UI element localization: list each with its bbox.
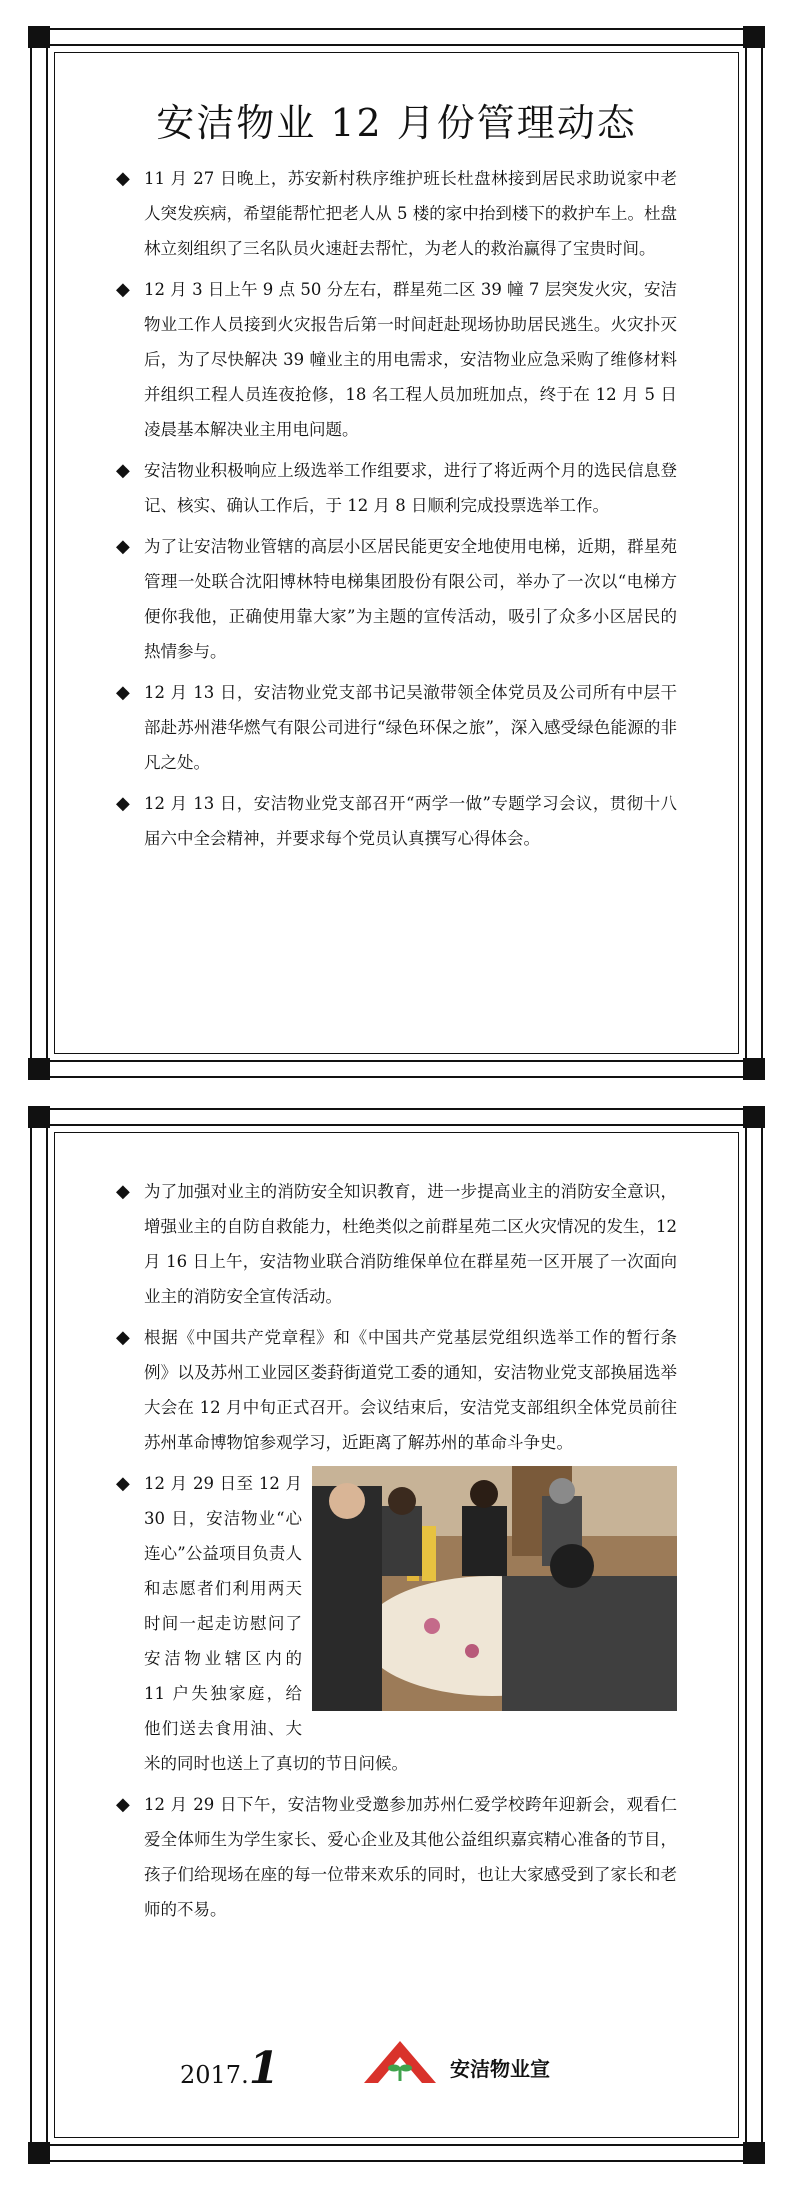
corner-ornament	[743, 26, 765, 48]
news-item: ◆ 12 月 13 日，安洁物业党支部召开“两学一做”专题学习会议，贯彻十八届六中全会精神，并要求每个党员认真撰写心得体会。	[116, 786, 677, 856]
diamond-bullet-icon: ◆	[116, 536, 130, 557]
corner-ornament	[743, 2142, 765, 2164]
corner-ornament	[28, 1106, 50, 1128]
page-title: 安洁物业 12 月份管理动态	[156, 101, 637, 145]
diamond-bullet-icon: ◆	[116, 1327, 130, 1348]
news-item: ◆ 11 月 27 日晚上，苏安新村秩序维护班长杜盘林接到居民求助说家中老人突发疾病，希望能帮忙把老人从 5 楼的家中抬到楼下的救护车上。杜盘林立刻组织了三名队员火速赶去帮忙，为老人的救治赢得了宝贵时间。	[116, 161, 677, 266]
newsletter-panel-2	[30, 1108, 763, 2162]
issue-date: 2017.1	[180, 2043, 280, 2094]
news-item: ◆ 12 月 13 日，安洁物业党支部书记吴澈带领全体党员及公司所有中层干部赴苏州港华燃气有限公司进行“绿色环保之旅”，深入感受绿色能源的非凡之处。	[116, 675, 677, 780]
company-name: 安洁物业宣	[450, 2057, 550, 2081]
newsletter-panel-1	[30, 28, 763, 1078]
corner-ornament	[28, 1058, 50, 1080]
diamond-bullet-icon: ◆	[116, 793, 130, 814]
news-item: ◆ 12 月 29 日至 12 月 30 日，安洁物业“心连心”公益项目负责人和志愿者们利用两天时间一起走访慰问了安洁物业辖区内的 11 户失独家庭，给他们送去食用油、大米的同时也送上了真切的节日问候。	[116, 1466, 677, 1781]
corner-ornament	[743, 1106, 765, 1128]
panel-2-content	[116, 1174, 677, 1933]
news-item: ◆ 为了加强对业主的消防安全知识教育，进一步提高业主的消防安全意识，增强业主的自防自救能力，杜绝类似之前群星苑二区火灾情况的发生，12 月 16 日上午，安洁物业联合消防维保单位在群星苑一区开展了一次面向业主的消防安全宣传活动。	[116, 1174, 677, 1314]
corner-ornament	[743, 1058, 765, 1080]
corner-ornament	[28, 2142, 50, 2164]
footer	[30, 2033, 763, 2093]
diamond-bullet-icon: ◆	[116, 1473, 130, 1494]
diamond-bullet-icon: ◆	[116, 460, 130, 481]
diamond-bullet-icon: ◆	[116, 279, 130, 300]
company-logo-icon	[360, 2037, 440, 2089]
news-item: ◆ 根据《中国共产党章程》和《中国共产党基层党组织选举工作的暂行条例》以及苏州工业园区娄葑街道党工委的通知，安洁物业党支部换届选举大会在 12 月中旬正式召开。会议结束后，安洁党支部组织全体党员前往苏州革命博物馆参观学习，近距离了解苏州的革命斗争史。	[116, 1320, 677, 1460]
visit-photo	[312, 1466, 677, 1711]
diamond-bullet-icon: ◆	[116, 1181, 130, 1202]
news-item: ◆ 12 月 29 日下午，安洁物业受邀参加苏州仁爱学校跨年迎新会，观看仁爱全体师生为学生家长、爱心企业及其他公益组织嘉宾精心准备的节目，孩子们给现场在座的每一位带来欢乐的同时，也让大家感受到了家长和老师的不易。	[116, 1787, 677, 1927]
diamond-bullet-icon: ◆	[116, 682, 130, 703]
news-item: ◆ 安洁物业积极响应上级选举工作组要求，进行了将近两个月的选民信息登记、核实、确认工作后，于 12 月 8 日顺利完成投票选举工作。	[116, 453, 677, 523]
diamond-bullet-icon: ◆	[116, 168, 130, 189]
news-item: ◆ 12 月 3 日上午 9 点 50 分左右，群星苑二区 39 幢 7 层突发火灾，安洁物业工作人员接到火灾报告后第一时间赶赴现场协助居民逃生。火灾扑灭后，为了尽快解决 39 幢业主的用电需求，安洁物业应急采购了维修材料并组织工程人员连夜抢修，18 名工程人员加班加点，终于在 12 月 5 日凌晨基本解决业主用电问题。	[116, 272, 677, 447]
panel-1-content	[116, 92, 677, 862]
diamond-bullet-icon: ◆	[116, 1794, 130, 1815]
news-item: ◆ 为了让安洁物业管辖的高层小区居民能更安全地使用电梯，近期，群星苑管理一处联合沈阳博林特电梯集团股份有限公司，举办了一次以“电梯方便你我他，正确使用靠大家”为主题的宣传活动，吸引了众多小区居民的热情参与。	[116, 529, 677, 669]
corner-ornament	[28, 26, 50, 48]
